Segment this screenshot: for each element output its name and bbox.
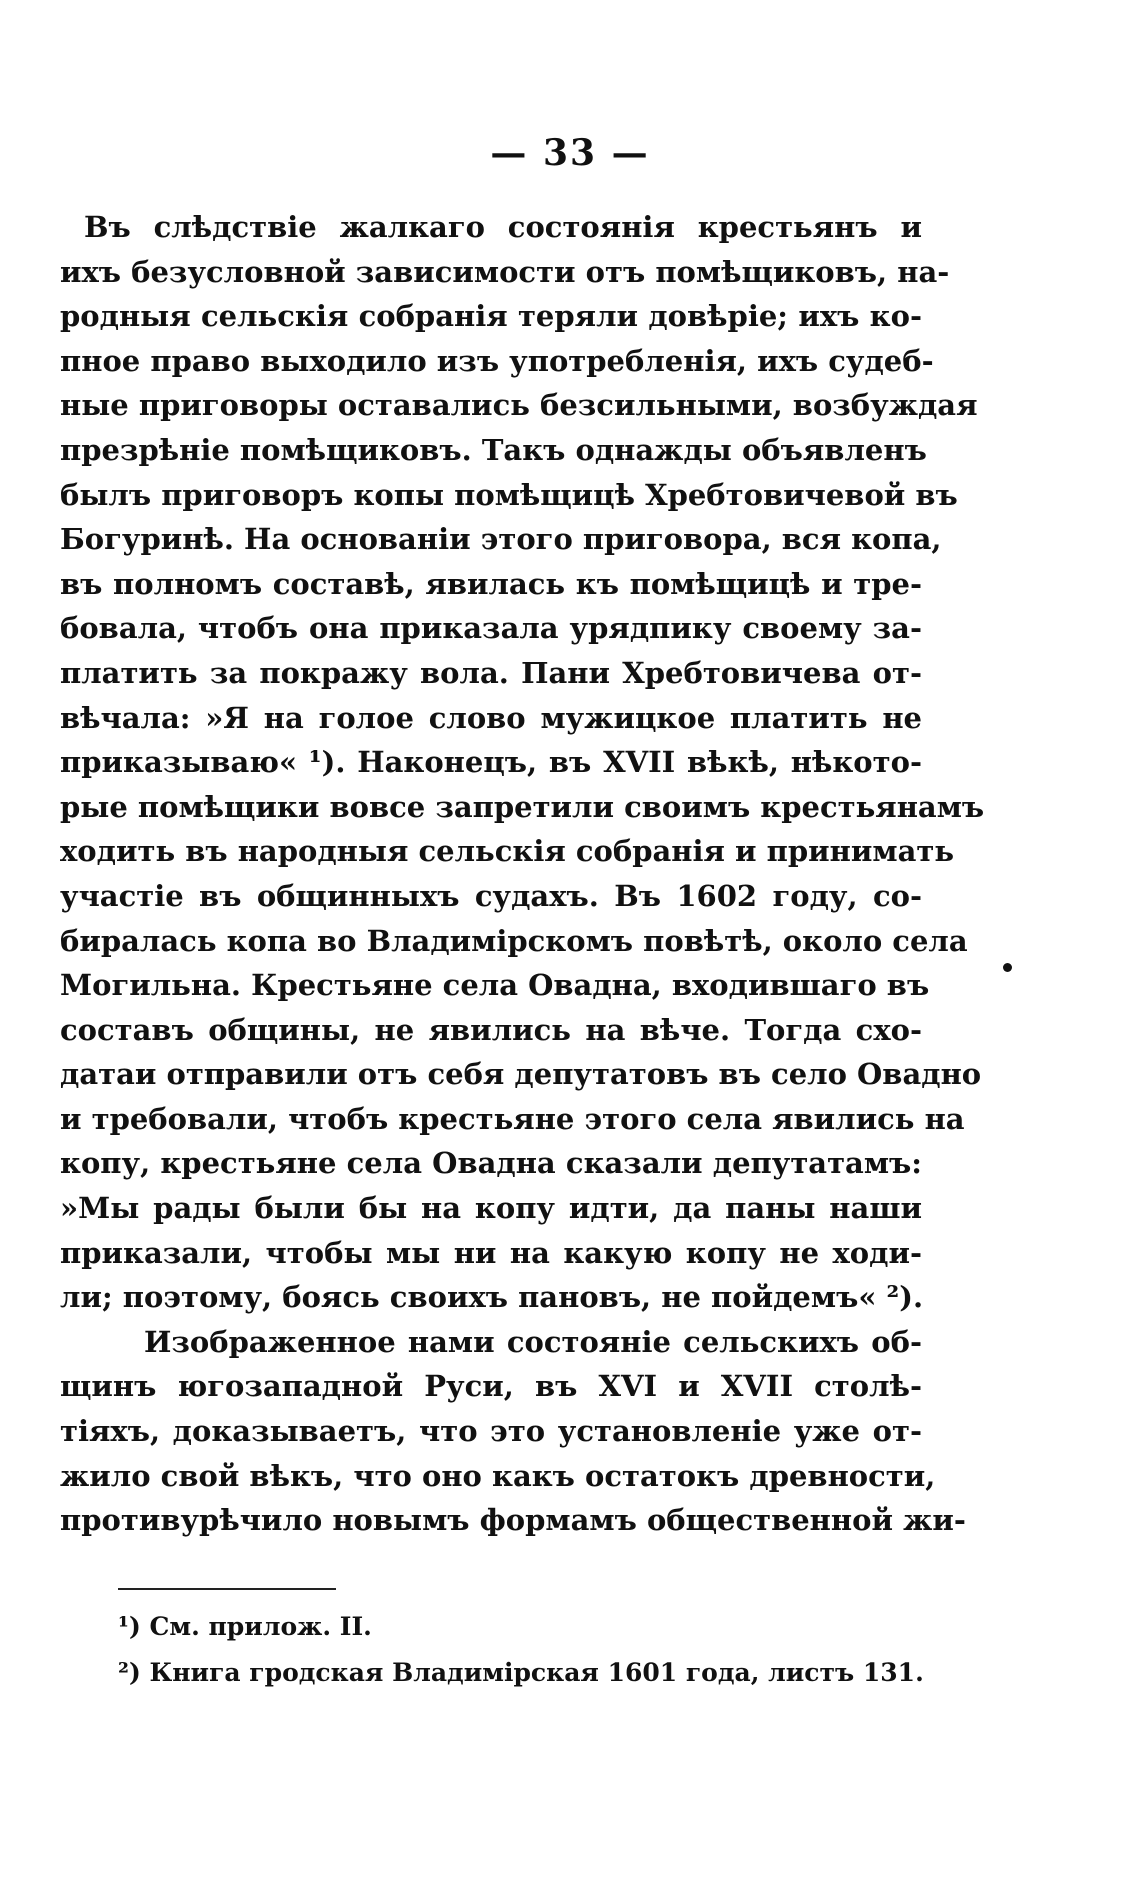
text-line: родныя сельскія собранія теряли довѣріе; ихъ ко- — [60, 299, 922, 334]
text-line: щинъ югозападной Руси, въ XVI и XVII столѣ- — [60, 1369, 922, 1404]
footnote-2: ²) Книга гродская Владимірская 1601 года, листъ 131. — [118, 1658, 924, 1687]
body-text — [60, 205, 985, 1543]
text-line: былъ приговоръ копы помѣщицѣ Хребтовичевой въ — [60, 477, 958, 512]
paragraph — [60, 205, 985, 1320]
text-line: Изображенное нами состояніе сельскихъ об- — [144, 1324, 922, 1359]
text-line: Могильна. Крестьяне села Овадна, входившаго въ — [60, 968, 930, 1003]
paragraph — [60, 1320, 966, 1543]
text-line: ходить въ народныя сельскія собранія и принимать — [60, 834, 955, 869]
text-line: Въ слѣдствіе жалкаго состоянія крестьянъ и — [84, 210, 922, 244]
footnote-divider — [118, 1588, 336, 1590]
text-line: ихъ безусловной зависимости отъ помѣщиковъ, на- — [60, 254, 950, 289]
footnote-1: ¹) См. прилож. II. — [118, 1612, 372, 1641]
text-line: бовала, чтобъ она приказала урядпику своему за- — [60, 611, 922, 646]
text-line: составъ общины, не явились на вѣче. Тогда схо- — [60, 1012, 922, 1047]
text-line: и требовали, чтобъ крестьяне этого села явились на — [60, 1101, 965, 1136]
text-line: жило свой вѣкъ, что оно какъ остатокъ древности, — [60, 1458, 936, 1493]
text-line: пное право выходило изъ употребленія, ихъ судеб- — [60, 343, 934, 378]
text-line: приказали, чтобы мы ни на какую копу не ходи- — [60, 1235, 922, 1270]
page-number: — 33 — — [490, 132, 650, 174]
text-line: въ полномъ составѣ, явилась къ помѣщицѣ и тре- — [60, 566, 922, 601]
text-line: ные приговоры оставались безсильными, возбуждая — [60, 388, 978, 423]
text-line: копу, крестьяне села Овадна сказали депутатамъ: — [60, 1146, 922, 1181]
text-line: платить за покражу вола. Пани Хребтовичева от- — [60, 655, 922, 690]
text-line: противурѣчило новымъ формамъ общественной жи- — [60, 1503, 966, 1538]
ink-speck — [1003, 963, 1012, 972]
text-line: презрѣніе помѣщиковъ. Такъ однажды объявленъ — [60, 432, 927, 467]
text-line: приказываю« ¹). Наконецъ, въ XVII вѣкѣ, нѣкото- — [60, 745, 922, 780]
footnotes — [118, 1604, 938, 1696]
text-line: рые помѣщики вовсе запретили своимъ крестьянамъ — [60, 789, 985, 824]
text-line: »Мы рады были бы на копу идти, да паны наши — [60, 1191, 922, 1226]
text-line: тіяхъ, доказываетъ, что это установленіе уже от- — [60, 1414, 922, 1449]
text-line: Богуринѣ. На основаніи этого приговора, вся копа, — [60, 522, 942, 557]
text-line: вѣчала: »Я на голое слово мужицкое платить не — [60, 700, 922, 735]
text-line: ли; поэтому, боясь своихъ пановъ, не пойдемъ« ²). — [60, 1280, 924, 1315]
text-line: датаи отправили отъ себя депутатовъ въ село Овадно — [60, 1057, 982, 1092]
text-line: биралась копа во Владимірскомъ повѣтѣ, около села — [60, 923, 968, 958]
text-line: участіе въ общинныхъ судахъ. Въ 1602 году, со- — [60, 878, 922, 913]
